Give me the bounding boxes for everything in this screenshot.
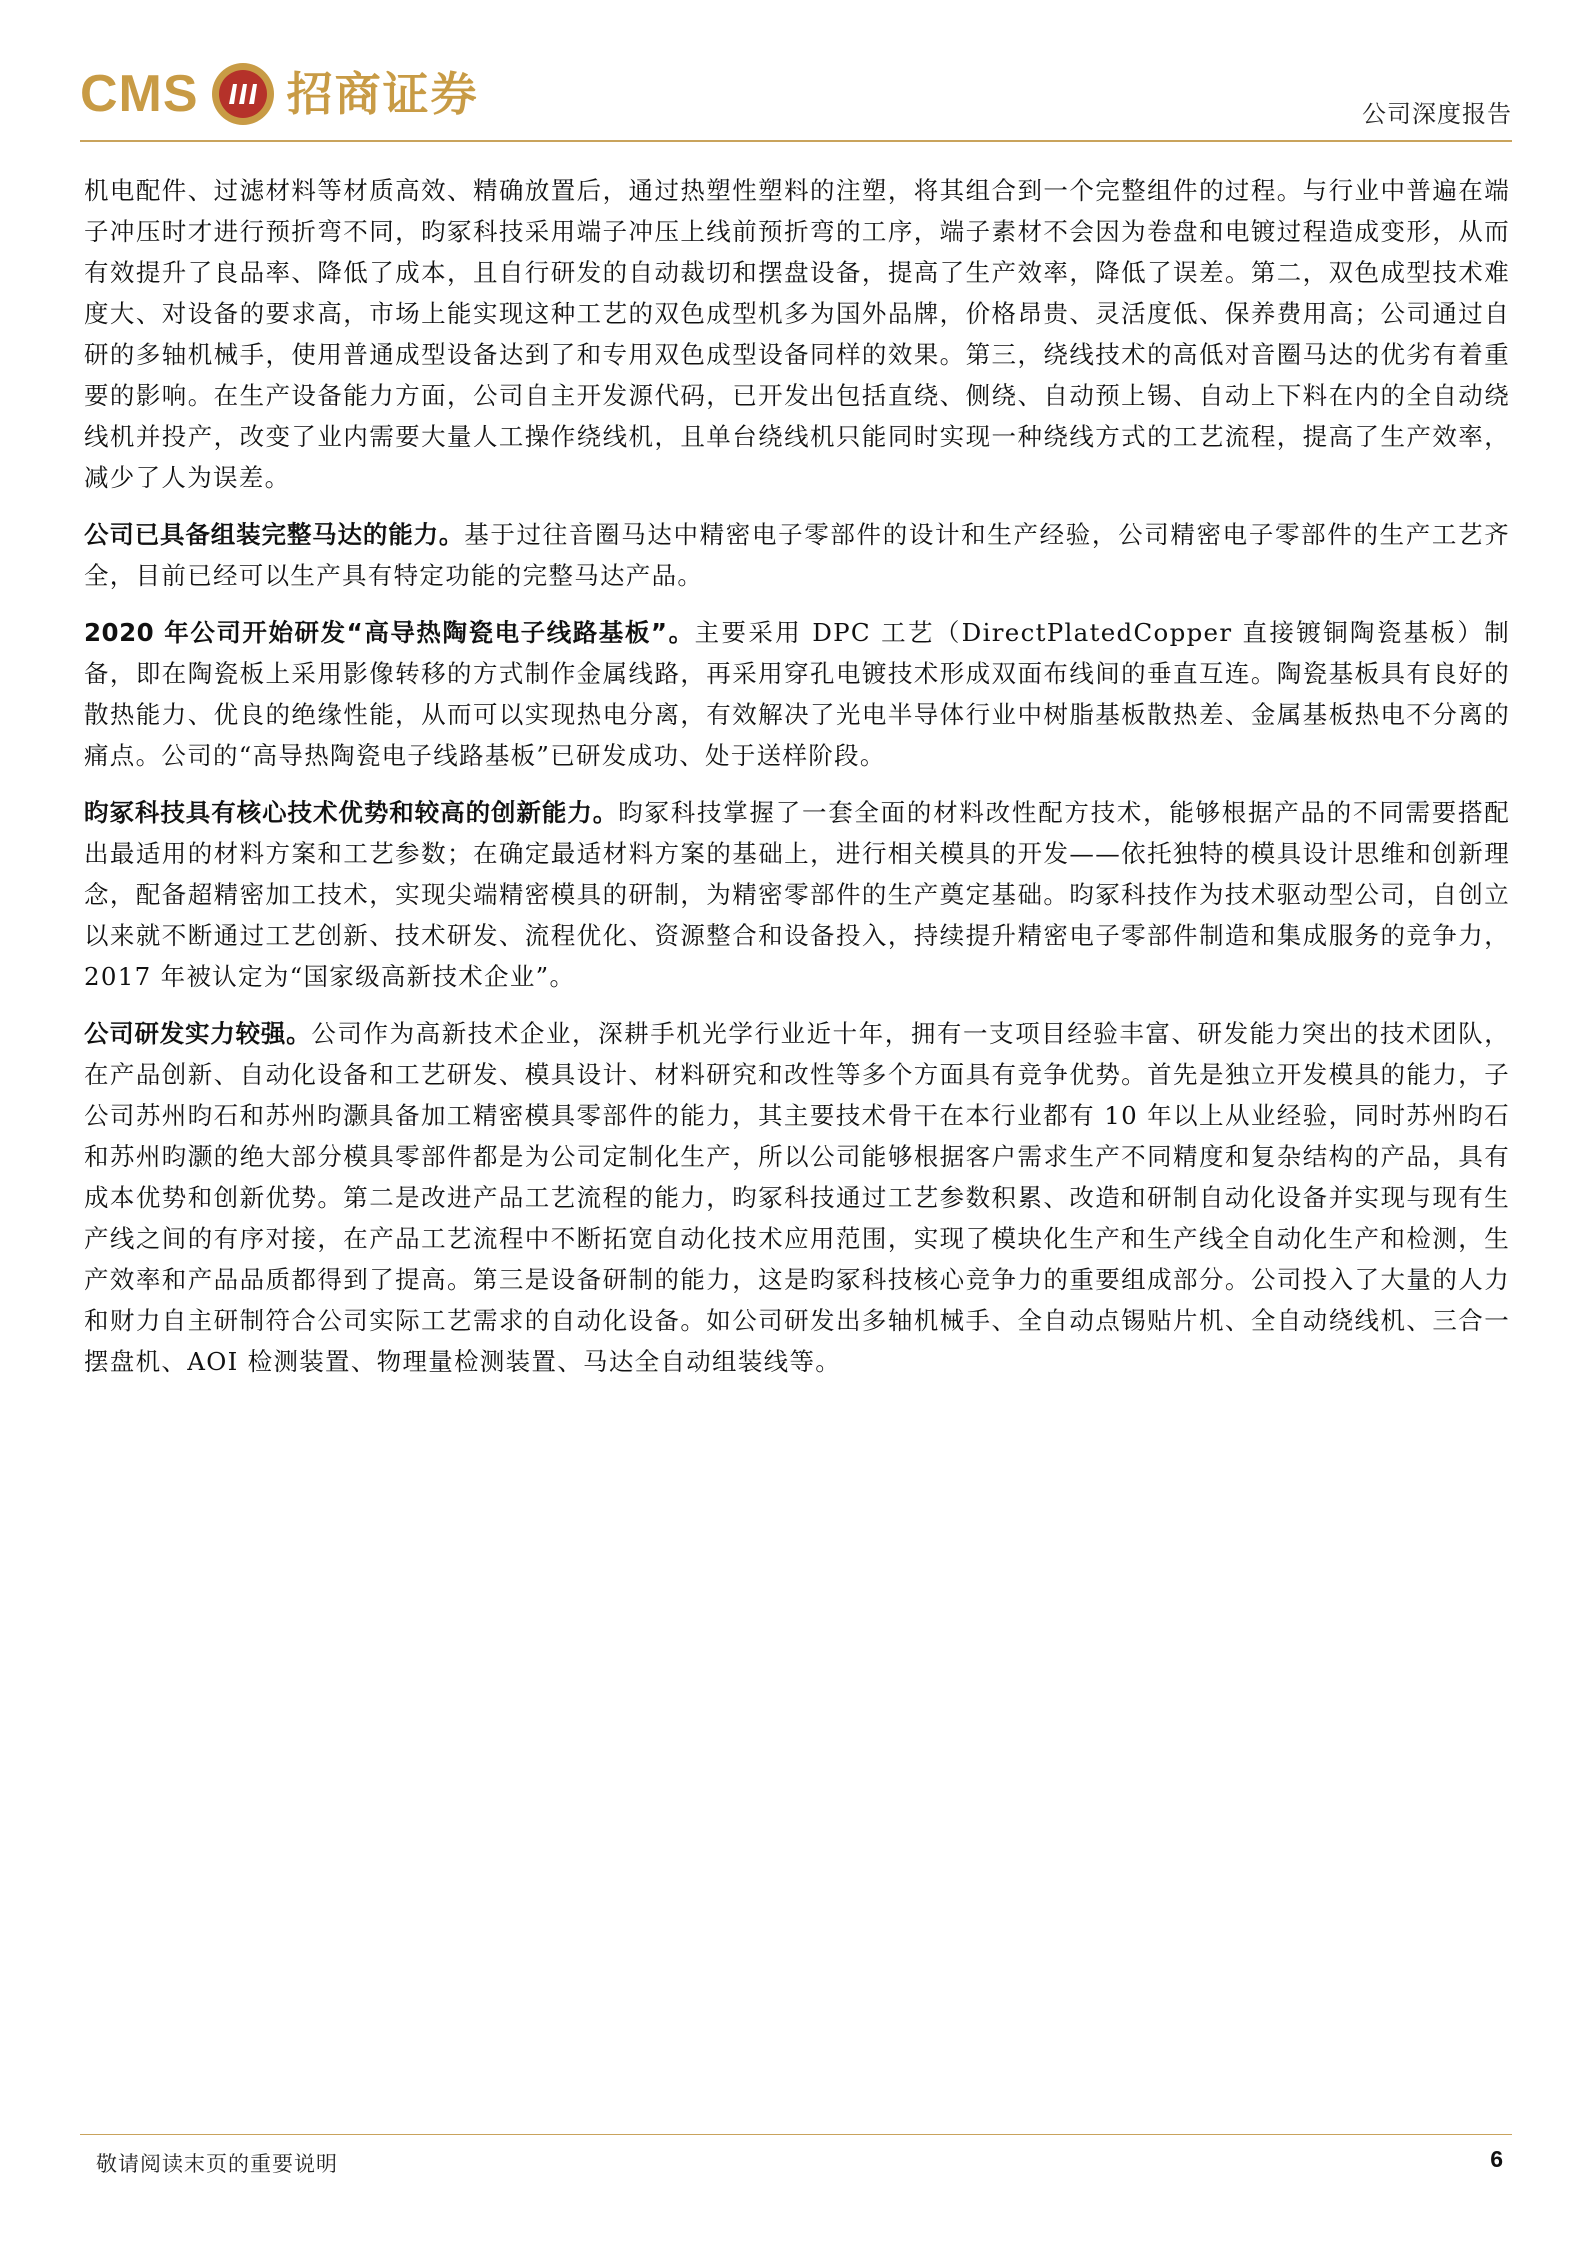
paragraph-5-text: 公司作为高新技术企业，深耕手机光学行业近十年，拥有一支项目经验丰富、研发能力突出的技术团队，在产品创新、自动化设备和工艺研发、模具设计、材料研究和改性等多个方面具有竞争优势。首先是独立开发模具的能力，子公司苏州昀石和苏州昀灏具备加工精密模具零部件的能力，其主要技术骨干在本行业都有 10 年以上从业经验，同时苏州昀石和苏州昀灏的绝大部分模具零部件都是为公司定制化生产，所以公司能够根据客户需求生产不同精度和复杂结构的产品，具有成本优势和创新优势。第二是改进产品工艺流程的能力，昀冢科技通过工艺参数积累、改造和研制自动化设备并实现与现有生产线之间的有序对接，在产品工艺流程中不断拓宽自动化技术应用范围，实现了模块化生产和生产线全自动化生产和检测，生产效率和产品品质都得到了提高。第三是设备研制的能力，这是昀冢科技核心竞争力的重要组成部分。公司投入了大量的人力和财力自主研制符合公司实际工艺需求的自动化设备。如公司研发出多轴机械手、全自动点锡贴片机、全自动绕线机、三合一摆盘机、AOI 检测装置、物理量检测装置、马达全自动组装线等。: [84, 1019, 1511, 1376]
paragraph-5: [84, 1013, 1510, 1382]
paragraph-1-text: 机电配件、过滤材料等材质高效、精确放置后，通过热塑性塑料的注塑，将其组合到一个完整组件的过程。与行业中普遍在端子冲压时才进行预折弯不同，昀冢科技采用端子冲压上线前预折弯的工序，端子素材不会因为卷盘和电镀过程造成变形，从而有效提升了良品率、降低了成本，且自行研发的自动裁切和摆盘设备，提高了生产效率，降低了误差。第二，双色成型技术难度大、对设备的要求高，市场上能实现这种工艺的双色成型机多为国外品牌，价格昂贵、灵活度低、保养费用高；公司通过自研的多轴机械手，使用普通成型设备达到了和专用双色成型设备同样的效果。第三，绕线技术的高低对音圈马达的优劣有着重要的影响。在生产设备能力方面，公司自主开发源代码，已开发出包括直绕、侧绕、自动预上锡、自动上下料在内的全自动绕线机并投产，改变了业内需要大量人工操作绕线机，且单台绕线机只能同时实现一种绕线方式的工艺流程，提高了生产效率，减少了人为误差。: [84, 176, 1510, 492]
paragraph-3: [84, 612, 1510, 776]
paragraph-2-lead: 公司已具备组装完整马达的能力。: [84, 520, 465, 549]
paragraph-4-lead: 昀冢科技具有核心技术优势和较高的创新能力。: [84, 798, 619, 827]
header-divider: [80, 140, 1512, 142]
paragraph-4-text: 昀冢科技掌握了一套全面的材料改性配方技术，能够根据产品的不同需要搭配出最适用的材料方案和工艺参数；在确定最适材料方案的基础上，进行相关模具的开发——依托独特的模具设计思维和创新理念，配备超精密加工技术，实现尖端精密模具的研制，为精密零部件的生产奠定基础。昀冢科技作为技术驱动型公司，自创立以来就不断通过工艺创新、技术研发、流程优化、资源整合和设备投入，持续提升精密电子零部件制造和集成服务的竞争力，2017 年被认定为“国家级高新技术企业”。: [84, 798, 1511, 991]
report-body: [84, 170, 1510, 1398]
paragraph-4: [84, 792, 1510, 997]
logo-latin-text: CMS: [80, 65, 199, 123]
paragraph-1: [84, 170, 1510, 498]
paragraph-2-text: 基于过往音圈马达中精密电子零部件的设计和生产经验，公司精密电子零部件的生产工艺齐全，目前已经可以生产具有特定功能的完整马达产品。: [84, 520, 1510, 590]
paragraph-3-text: 主要采用 DPC 工艺（DirectPlatedCopper 直接镀铜陶瓷基板）制备，即在陶瓷板上采用影像转移的方式制作金属线路，再采用穿孔电镀技术形成双面布线间的垂直互连。陶瓷基板具有良好的散热能力、优良的绝缘性能，从而可以实现热电分离，有效解决了光电半导体行业中树脂基板散热差、金属基板热电不分离的痛点。公司的“高导热陶瓷电子线路基板”已研发成功、处于送样阶段。: [84, 618, 1511, 770]
paragraph-3-lead: 2020 年公司开始研发“高导热陶瓷电子线路基板”。: [84, 618, 695, 647]
cms-logo: [80, 58, 479, 130]
paragraph-5-lead: 公司研发实力较强。: [84, 1019, 312, 1048]
footer-disclaimer: 敬请阅读末页的重要说明: [96, 2152, 338, 2176]
logo-emblem-icon: [209, 60, 277, 128]
report-type-label: 公司深度报告: [1362, 100, 1512, 128]
paragraph-2: [84, 514, 1510, 596]
page-number: 6: [1490, 2146, 1503, 2172]
footer-divider: [80, 2134, 1512, 2135]
page-header: [80, 58, 1512, 138]
logo-chinese-text: 招商证券: [286, 67, 479, 121]
